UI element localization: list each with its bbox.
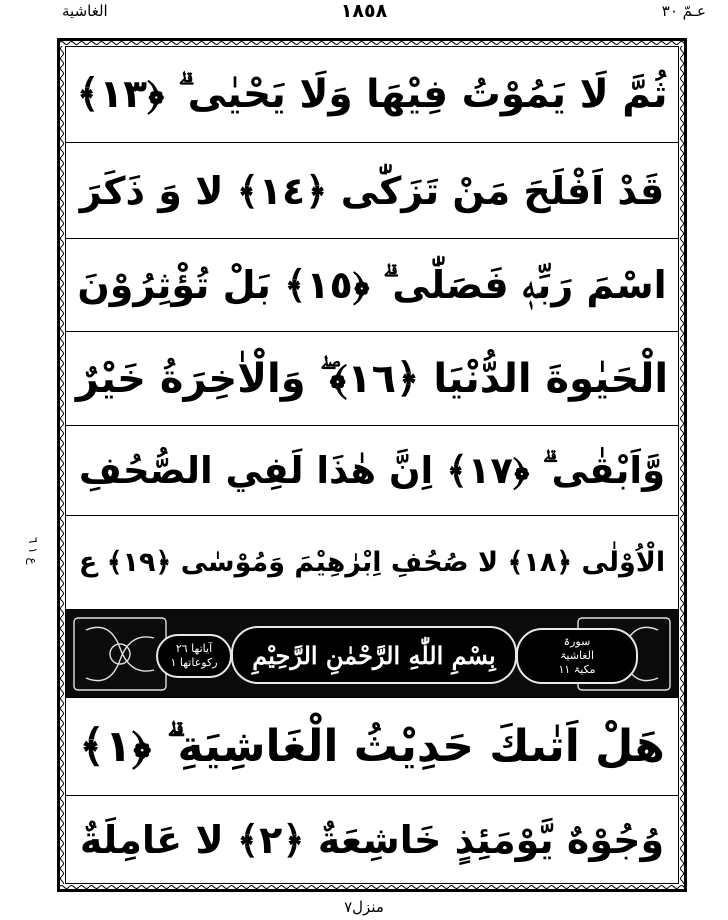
juz-label: عـمّ ٣٠ (661, 2, 706, 20)
ayat-info-cartouche (156, 634, 232, 678)
surah-info-line: سورۃ (563, 635, 591, 648)
manzil-footer: منزل٧ (344, 898, 384, 916)
verse-line-5 (66, 426, 678, 516)
surah-name-header: الغاشية (62, 2, 108, 20)
verse-line-3 (66, 239, 678, 332)
surah-info-line: الغاشیۃ (559, 649, 595, 662)
verse-line-4 (66, 332, 678, 426)
verse-text: الْحَيٰوةَ الدُّنْيَا ﴿١٦﴾ ۖ وَالْاٰخِرَةُ خَيْرٌ (75, 355, 669, 402)
verse-text: وَّاَبْقٰى ۗ ﴿١٧﴾ اِنَّ هٰذَا لَفِي الصُّحُفِ (78, 449, 666, 492)
page-number: ١٨٥٨ (340, 0, 388, 22)
ayat-info-line: رکوعاتها ١ (170, 656, 218, 669)
border-ornament-bottom (59, 884, 685, 890)
ayat-info-line: آیاتها ٢٦ (175, 642, 213, 655)
verse-text: اسْمَ رَبِّهٖ فَصَلّٰى ۗ ﴿١٥﴾ بَلْ تُؤْثِرُوْنَ (77, 263, 667, 307)
verse-text: وُجُوْهٌ يَّوْمَئِذٍ خَاشِعَةٌ ﴿٢﴾ لا عَامِلَةٌ (79, 817, 665, 862)
verse-text: هَلْ اَتٰىكَ حَدِيْثُ الْغَاشِيَةِ ۗ ﴿١﴾ (79, 720, 665, 772)
ruku-marginal-marker: ع ١ ٦ (26, 537, 40, 565)
basmala-text: بِسْمِ اللّٰهِ الرَّحْمٰنِ الرَّحِيْمِ (252, 640, 496, 670)
surah-info-line: مکیۃ ١١ (558, 663, 596, 676)
verse-line-2 (66, 143, 678, 239)
verse-line-8 (66, 796, 678, 883)
border-ornament-right (679, 46, 685, 884)
verse-text: الْاُوْلٰى ﴿١٨﴾ لا صُحُفِ اِبْرٰهِيْمَ وَمُوْسٰى ﴿١٩﴾ ع (78, 547, 666, 578)
verse-text: قَدْ اَفْلَحَ مَنْ تَزَكّٰى ﴿١٤﴾ لا وَ ذَكَرَ (79, 168, 665, 213)
surah-info-cartouche (516, 628, 638, 684)
surah-header-banner (66, 610, 678, 698)
verse-text: ثُمَّ لَا يَمُوْتُ فِيْهَا وَلَا يَحْيٰى ۗ ﴿١٣﴾ (76, 72, 668, 117)
verse-line-6 (66, 516, 678, 610)
basmala-cartouche (231, 626, 517, 684)
verse-line-1 (66, 47, 678, 143)
verse-line-7 (66, 698, 678, 796)
